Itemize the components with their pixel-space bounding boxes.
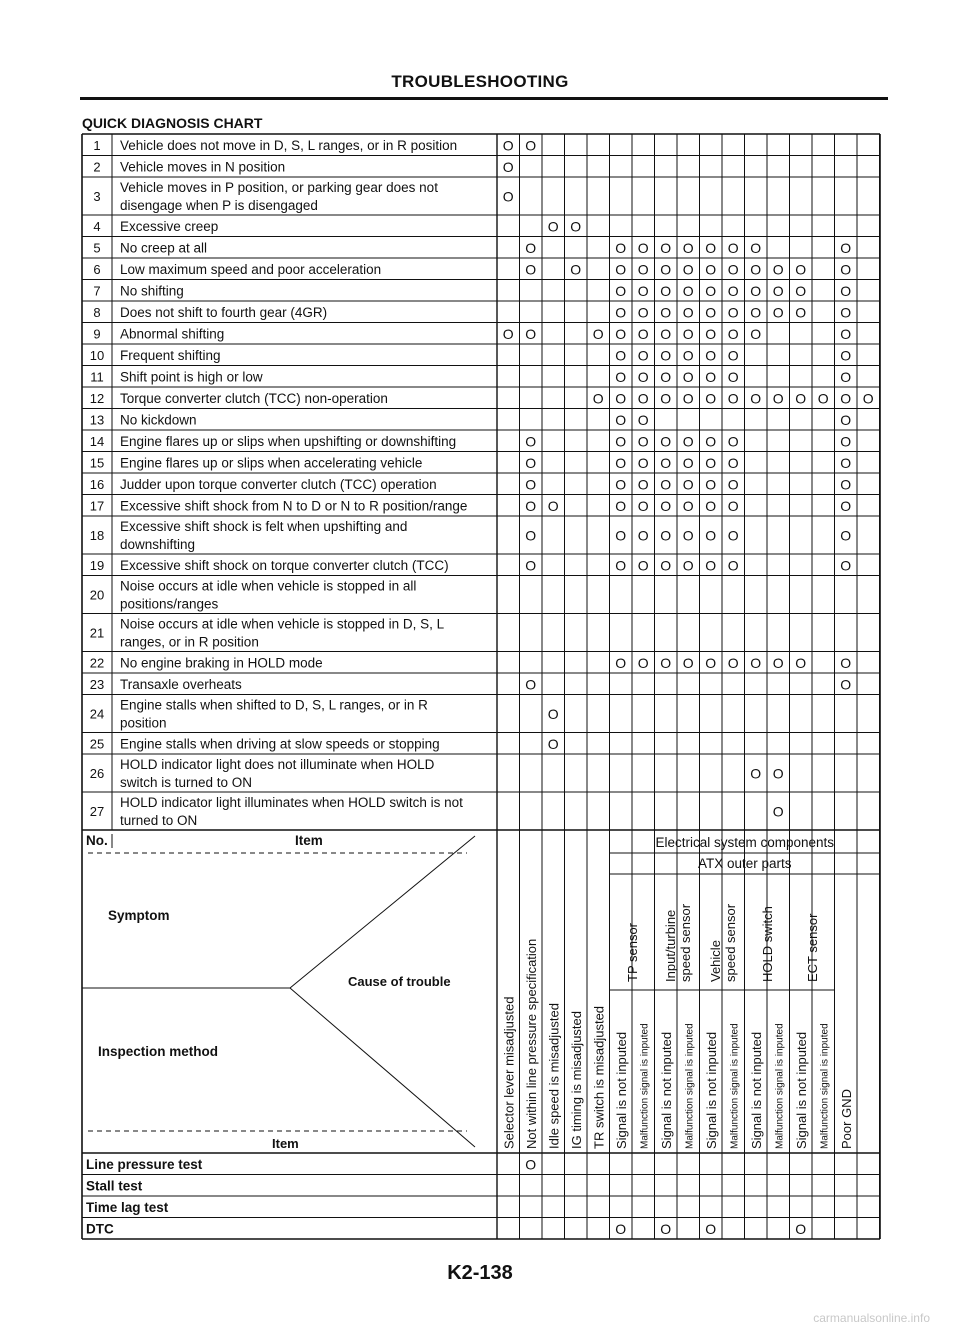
symptom-number: 7 bbox=[93, 283, 101, 299]
mark-circle: O bbox=[682, 368, 694, 385]
mark-circle: O bbox=[772, 390, 784, 407]
symptom-number: 10 bbox=[89, 347, 105, 363]
mark-circle: O bbox=[660, 1220, 672, 1237]
mark-circle: O bbox=[727, 433, 739, 450]
symptom-number: 11 bbox=[90, 369, 104, 385]
symptom-text: positions/ranges bbox=[120, 596, 219, 612]
mark-circle: O bbox=[502, 158, 514, 175]
mark-circle: O bbox=[705, 557, 717, 574]
mark-circle: O bbox=[772, 765, 784, 782]
symptom-number: 1 bbox=[93, 137, 101, 153]
mark-circle: O bbox=[840, 390, 852, 407]
mark-circle: O bbox=[637, 476, 649, 493]
mark-circle: O bbox=[840, 527, 852, 544]
mark-circle: O bbox=[750, 765, 762, 782]
symptom-text: Abnormal shifting bbox=[120, 326, 225, 342]
mark-circle: O bbox=[727, 557, 739, 574]
mark-circle: O bbox=[660, 368, 672, 385]
cause-label: Signal is not inputed bbox=[658, 1031, 674, 1149]
component-name: ECT sensor bbox=[805, 913, 820, 982]
mark-circle: O bbox=[615, 527, 627, 544]
symptom-number: 21 bbox=[89, 625, 105, 641]
mark-circle: O bbox=[637, 433, 649, 450]
mark-circle: O bbox=[637, 368, 649, 385]
mark-circle: O bbox=[615, 476, 627, 493]
cause-label: IG timing is misadjusted bbox=[568, 1011, 584, 1149]
cause-label: Not within line pressure specification bbox=[523, 938, 539, 1149]
symptom-number: 16 bbox=[89, 476, 105, 492]
mark-circle: O bbox=[727, 239, 739, 256]
symptom-label: Symptom bbox=[108, 908, 170, 923]
mark-circle: O bbox=[525, 557, 537, 574]
symptom-text: No engine braking in HOLD mode bbox=[120, 655, 323, 671]
mark-circle: O bbox=[862, 390, 874, 407]
symptom-number: 15 bbox=[89, 455, 105, 471]
symptom-number: 3 bbox=[93, 189, 101, 204]
mark-circle: O bbox=[750, 390, 762, 407]
symptom-text: Does not shift to fourth gear (4GR) bbox=[120, 304, 328, 320]
mark-circle: O bbox=[637, 304, 649, 321]
mark-circle: O bbox=[750, 654, 762, 671]
mark-circle: O bbox=[705, 1220, 717, 1237]
symptom-text: Noise occurs at idle when vehicle is stopped in all bbox=[120, 578, 417, 594]
mark-circle: O bbox=[795, 261, 807, 278]
mark-circle: O bbox=[817, 390, 829, 407]
no-label: No. bbox=[86, 833, 108, 848]
symptom-number: 25 bbox=[89, 736, 105, 752]
mark-circle: O bbox=[840, 411, 852, 428]
mark-circle: O bbox=[795, 282, 807, 299]
mark-circle: O bbox=[592, 390, 604, 407]
inspection-method-label: Line pressure test bbox=[86, 1156, 203, 1172]
symptom-number: 23 bbox=[89, 676, 105, 692]
mark-circle: O bbox=[637, 325, 649, 342]
symptom-text: Excessive shift shock is felt when upshifting and bbox=[120, 519, 408, 534]
mark-circle: O bbox=[840, 454, 852, 471]
symptom-number: 5 bbox=[93, 240, 101, 256]
mark-circle: O bbox=[660, 325, 672, 342]
symptom-number: 6 bbox=[93, 261, 101, 277]
mark-circle: O bbox=[750, 239, 762, 256]
symptom-text: Torque converter clutch (TCC) non-operation bbox=[120, 390, 388, 406]
symptom-text: No shifting bbox=[120, 283, 184, 299]
mark-circle: O bbox=[570, 218, 582, 235]
diagonal-line bbox=[290, 988, 475, 1147]
mark-circle: O bbox=[637, 261, 649, 278]
symptom-text: No creep at all bbox=[120, 240, 208, 256]
mark-circle: O bbox=[525, 325, 537, 342]
mark-circle: O bbox=[682, 304, 694, 321]
item-label: Item bbox=[295, 833, 323, 848]
inspection-method-label: DTC bbox=[86, 1221, 114, 1237]
symptom-number: 12 bbox=[89, 390, 105, 406]
mark-circle: O bbox=[705, 497, 717, 514]
symptom-text: Engine flares up or slips when accelerating vehicle bbox=[120, 455, 423, 471]
symptom-text: Low maximum speed and poor acceleration bbox=[120, 261, 382, 277]
mark-circle: O bbox=[525, 239, 537, 256]
mark-circle: O bbox=[750, 261, 762, 278]
mark-circle: O bbox=[637, 557, 649, 574]
mark-circle: O bbox=[660, 454, 672, 471]
mark-circle: O bbox=[615, 239, 627, 256]
symptom-text: Judder upon torque converter clutch (TCC) operation bbox=[120, 476, 437, 492]
mark-circle: O bbox=[525, 261, 537, 278]
mark-circle: O bbox=[615, 433, 627, 450]
symptom-number: 27 bbox=[89, 804, 105, 819]
mark-circle: O bbox=[840, 282, 852, 299]
mark-circle: O bbox=[615, 411, 627, 428]
cause-label: Signal is not inputed bbox=[748, 1031, 764, 1149]
mark-circle: O bbox=[705, 454, 717, 471]
symptom-number: 19 bbox=[89, 557, 105, 573]
mark-circle: O bbox=[727, 261, 739, 278]
cause-label: Malfunction signal is inputed bbox=[729, 1023, 741, 1149]
item-label: Item bbox=[272, 1136, 299, 1151]
symptom-text: HOLD indicator light does not illuminate when HOLD bbox=[120, 757, 435, 772]
mark-circle: O bbox=[660, 433, 672, 450]
page-number: K2-138 bbox=[447, 1262, 513, 1284]
symptom-text: Vehicle moves in N position bbox=[120, 159, 286, 175]
mark-circle: O bbox=[682, 454, 694, 471]
mark-circle: O bbox=[637, 654, 649, 671]
mark-circle: O bbox=[705, 282, 717, 299]
mark-circle: O bbox=[547, 497, 559, 514]
mark-circle: O bbox=[637, 347, 649, 364]
mark-circle: O bbox=[525, 1156, 537, 1173]
mark-circle: O bbox=[682, 497, 694, 514]
mark-circle: O bbox=[525, 527, 537, 544]
cause-label: Signal is not inputed bbox=[703, 1031, 719, 1149]
mark-circle: O bbox=[705, 304, 717, 321]
inspection-method-label: Stall test bbox=[86, 1178, 143, 1194]
symptom-number: 4 bbox=[93, 218, 101, 234]
mark-circle: O bbox=[660, 476, 672, 493]
cause-label: Poor GND bbox=[838, 1089, 854, 1149]
mark-circle: O bbox=[772, 803, 784, 820]
mark-circle: O bbox=[660, 497, 672, 514]
component-name: speed sensor bbox=[678, 903, 693, 982]
mark-circle: O bbox=[705, 654, 717, 671]
mark-circle: O bbox=[750, 304, 762, 321]
component-name: TP sensor bbox=[625, 922, 640, 982]
mark-circle: O bbox=[547, 218, 559, 235]
component-name: speed sensor bbox=[723, 903, 738, 982]
mark-circle: O bbox=[795, 1220, 807, 1237]
symptom-number: 9 bbox=[93, 326, 101, 342]
mark-circle: O bbox=[592, 325, 604, 342]
cause-label: Selector lever misadjusted bbox=[501, 996, 517, 1149]
mark-circle: O bbox=[637, 497, 649, 514]
mark-circle: O bbox=[682, 476, 694, 493]
mark-circle: O bbox=[682, 347, 694, 364]
mark-circle: O bbox=[637, 527, 649, 544]
mark-circle: O bbox=[502, 188, 514, 205]
symptom-number: 14 bbox=[89, 433, 105, 449]
symptom-text: Excessive creep bbox=[120, 218, 219, 234]
mark-circle: O bbox=[615, 282, 627, 299]
cause-label: Signal is not inputed bbox=[793, 1031, 809, 1149]
mark-circle: O bbox=[615, 304, 627, 321]
mark-circle: O bbox=[795, 654, 807, 671]
mark-circle: O bbox=[615, 390, 627, 407]
mark-circle: O bbox=[682, 527, 694, 544]
mark-circle: O bbox=[727, 527, 739, 544]
mark-circle: O bbox=[840, 497, 852, 514]
mark-circle: O bbox=[525, 433, 537, 450]
mark-circle: O bbox=[772, 304, 784, 321]
mark-circle: O bbox=[727, 476, 739, 493]
mark-circle: O bbox=[727, 325, 739, 342]
mark-circle: O bbox=[682, 261, 694, 278]
mark-circle: O bbox=[660, 527, 672, 544]
component-name: HOLD switch bbox=[760, 906, 775, 982]
mark-circle: O bbox=[525, 137, 537, 154]
mark-circle: O bbox=[615, 454, 627, 471]
symptom-number: 17 bbox=[89, 498, 105, 514]
mark-circle: O bbox=[660, 304, 672, 321]
mark-circle: O bbox=[705, 390, 717, 407]
mark-circle: O bbox=[795, 304, 807, 321]
component-name: Input/turbine bbox=[663, 909, 678, 982]
mark-circle: O bbox=[705, 261, 717, 278]
cause-label: Signal is not inputed bbox=[613, 1031, 629, 1149]
chart-title: QUICK DIAGNOSIS CHART bbox=[82, 115, 263, 131]
symptom-number: 18 bbox=[89, 528, 105, 543]
mark-circle: O bbox=[637, 282, 649, 299]
mark-circle: O bbox=[615, 368, 627, 385]
mark-circle: O bbox=[705, 433, 717, 450]
symptom-number: 26 bbox=[89, 766, 105, 781]
symptom-number: 20 bbox=[89, 587, 105, 603]
page-header-title: TROUBLESHOOTING bbox=[391, 72, 569, 91]
mark-circle: O bbox=[660, 390, 672, 407]
inspection-method-label: Time lag test bbox=[86, 1199, 169, 1215]
mark-circle: O bbox=[840, 676, 852, 693]
mark-circle: O bbox=[682, 325, 694, 342]
mark-circle: O bbox=[637, 454, 649, 471]
diagonal-line bbox=[290, 836, 475, 988]
symptom-text: Vehicle does not move in D, S, L ranges, or in R position bbox=[120, 137, 458, 153]
mark-circle: O bbox=[727, 368, 739, 385]
mark-circle: O bbox=[502, 137, 514, 154]
mark-circle: O bbox=[840, 347, 852, 364]
mark-circle: O bbox=[547, 706, 559, 722]
mark-circle: O bbox=[705, 527, 717, 544]
symptom-number: 13 bbox=[89, 412, 105, 428]
symptom-text: HOLD indicator light illuminates when HOLD switch is not bbox=[120, 795, 463, 810]
cause-label: Idle speed is misadjusted bbox=[546, 1003, 562, 1149]
mark-circle: O bbox=[682, 239, 694, 256]
symptom-text: No kickdown bbox=[120, 412, 197, 428]
mark-circle: O bbox=[705, 476, 717, 493]
mark-circle: O bbox=[840, 654, 852, 671]
mark-circle: O bbox=[727, 654, 739, 671]
mark-circle: O bbox=[660, 557, 672, 574]
symptom-text: Engine stalls when shifted to D, S, L ranges, or in R bbox=[120, 697, 428, 713]
mark-circle: O bbox=[570, 261, 582, 278]
mark-circle: O bbox=[660, 654, 672, 671]
mark-circle: O bbox=[682, 433, 694, 450]
mark-circle: O bbox=[547, 735, 559, 752]
symptom-text: ranges, or in R position bbox=[120, 634, 259, 650]
symptom-text: turned to ON bbox=[120, 813, 198, 828]
symptom-text: Excessive shift shock on torque converter clutch (TCC) bbox=[120, 557, 449, 573]
symptom-text: disengage when P is disengaged bbox=[120, 198, 318, 213]
symptom-text: downshifting bbox=[120, 537, 196, 552]
mark-circle: O bbox=[525, 676, 537, 693]
symptom-text: Shift point is high or low bbox=[120, 369, 263, 385]
mark-circle: O bbox=[615, 557, 627, 574]
mark-circle: O bbox=[840, 476, 852, 493]
mark-circle: O bbox=[615, 261, 627, 278]
mark-circle: O bbox=[840, 557, 852, 574]
symptom-text: Noise occurs at idle when vehicle is stopped in D, S, L bbox=[120, 616, 445, 632]
cause-label: TR switch is misadjusted bbox=[591, 1005, 607, 1149]
mark-circle: O bbox=[615, 347, 627, 364]
mark-circle: O bbox=[615, 654, 627, 671]
mark-circle: O bbox=[525, 497, 537, 514]
mark-circle: O bbox=[840, 368, 852, 385]
mark-circle: O bbox=[705, 239, 717, 256]
mark-circle: O bbox=[772, 654, 784, 671]
mark-circle: O bbox=[727, 282, 739, 299]
electrical-components-label: Electrical system components bbox=[655, 835, 835, 850]
mark-circle: O bbox=[615, 325, 627, 342]
cause-of-trouble-label: Cause of trouble bbox=[348, 974, 451, 989]
mark-circle: O bbox=[727, 497, 739, 514]
mark-circle: O bbox=[705, 325, 717, 342]
mark-circle: O bbox=[772, 261, 784, 278]
symptom-text: Excessive shift shock from N to D or N to R position/range bbox=[120, 498, 468, 514]
symptom-text: Engine flares up or slips when upshifting or downshifting bbox=[120, 433, 457, 449]
mark-circle: O bbox=[795, 390, 807, 407]
mark-circle: O bbox=[637, 390, 649, 407]
mark-circle: O bbox=[840, 325, 852, 342]
mark-circle: O bbox=[615, 1220, 627, 1237]
cause-label: Malfunction signal is inputed bbox=[774, 1023, 786, 1149]
mark-circle: O bbox=[840, 239, 852, 256]
mark-circle: O bbox=[750, 282, 762, 299]
cause-label: Malfunction signal is inputed bbox=[639, 1023, 651, 1149]
symptom-text: switch is turned to ON bbox=[120, 775, 253, 790]
mark-circle: O bbox=[682, 282, 694, 299]
inspection-method-label: Inspection method bbox=[98, 1044, 219, 1059]
mark-circle: O bbox=[637, 411, 649, 428]
mark-circle: O bbox=[660, 261, 672, 278]
symptom-number: 24 bbox=[89, 706, 105, 722]
mark-circle: O bbox=[660, 282, 672, 299]
mark-circle: O bbox=[840, 433, 852, 450]
symptom-text: Frequent shifting bbox=[120, 347, 221, 363]
mark-circle: O bbox=[772, 282, 784, 299]
symptom-text: Transaxle overheats bbox=[120, 676, 242, 692]
symptom-number: 8 bbox=[93, 304, 101, 320]
watermark: carmanualsonline.info bbox=[813, 1311, 930, 1325]
symptom-number: 22 bbox=[89, 655, 105, 671]
mark-circle: O bbox=[682, 557, 694, 574]
mark-circle: O bbox=[502, 325, 514, 342]
symptom-text: Vehicle moves in P position, or parking gear does not bbox=[120, 180, 438, 195]
mark-circle: O bbox=[660, 347, 672, 364]
mark-circle: O bbox=[840, 304, 852, 321]
atx-outer-parts-label: ATX outer parts bbox=[697, 856, 792, 871]
symptom-text: position bbox=[120, 715, 167, 731]
component-name: Vehicle bbox=[708, 940, 723, 982]
mark-circle: O bbox=[727, 454, 739, 471]
mark-circle: O bbox=[840, 261, 852, 278]
mark-circle: O bbox=[637, 239, 649, 256]
mark-circle: O bbox=[660, 239, 672, 256]
cause-label: Malfunction signal is inputed bbox=[684, 1023, 696, 1149]
symptom-number: 2 bbox=[93, 159, 101, 175]
mark-circle: O bbox=[705, 347, 717, 364]
mark-circle: O bbox=[727, 304, 739, 321]
mark-circle: O bbox=[525, 454, 537, 471]
mark-circle: O bbox=[525, 476, 537, 493]
mark-circle: O bbox=[727, 347, 739, 364]
symptom-text: Engine stalls when driving at slow speeds or stopping bbox=[120, 736, 440, 752]
mark-circle: O bbox=[682, 390, 694, 407]
mark-circle: O bbox=[750, 325, 762, 342]
cause-label: Malfunction signal is inputed bbox=[819, 1023, 831, 1149]
mark-circle: O bbox=[705, 368, 717, 385]
mark-circle: O bbox=[727, 390, 739, 407]
mark-circle: O bbox=[682, 654, 694, 671]
mark-circle: O bbox=[615, 497, 627, 514]
